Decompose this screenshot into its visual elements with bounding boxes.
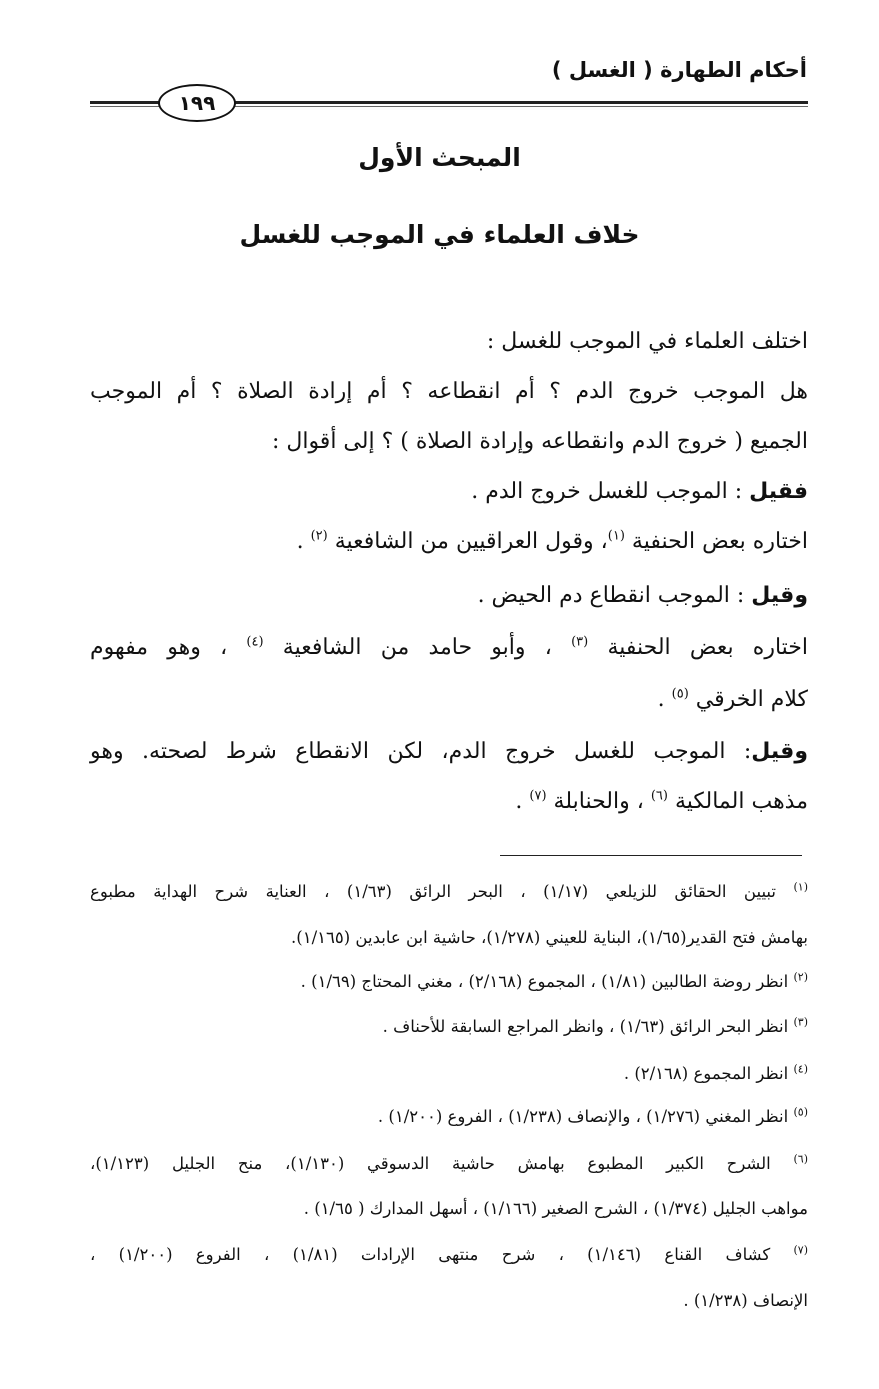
- footnote-ref-5[interactable]: (٥): [671, 686, 689, 702]
- opinion-2-src-b: ، وأبو حامد من الشافعية: [263, 635, 572, 660]
- opinion-1-sources: [90, 516, 808, 568]
- opinion-1-lead: فقيل: [749, 479, 808, 504]
- question-text-1: هل الموجب خروج الدم ؟ أم انقطاعه ؟ أم إرادة الصلاة ؟ أم الموجب: [90, 379, 808, 404]
- running-title: أحكام الطهارة ( الغسل ): [551, 58, 807, 82]
- opinion-2-src2-b: .: [657, 687, 672, 712]
- footnote-4-text: انظر المجموع (٢/١٦٨) .: [623, 1064, 789, 1083]
- footnote-ref-2[interactable]: (٢): [310, 528, 328, 544]
- footnote-1-line-1: [90, 872, 808, 912]
- footnote-1-text-2: بهامش فتح القدير(١/٦٥)، البناية للعيني (١/٢٧٨)، حاشية ابن عابدين (١/١٦٥).: [291, 928, 808, 947]
- opinion-3-l2-b: ، والحنابلة: [546, 789, 651, 814]
- question-line-1: [90, 366, 808, 418]
- footnote-6-text-1: الشرح الكبير المطبوع بهامش حاشية الدسوقي (١/١٣٠)، منح الجليل (١/١٢٣)،: [90, 1154, 771, 1173]
- footnote-2: [90, 962, 808, 1002]
- opinion-2: [90, 570, 808, 622]
- opinion-3-lead: وقيل: [751, 739, 808, 764]
- footnote-7-line-1: [90, 1235, 808, 1275]
- opinion-3-text: : الموجب للغسل خروج الدم، لكن الانقطاع شرط لصحته. وهو: [90, 739, 752, 764]
- footnote-ref-6[interactable]: (٦): [650, 788, 668, 804]
- footnote-ref-1[interactable]: (١): [607, 528, 625, 544]
- opinion-2-sources: [90, 622, 808, 674]
- footnote-5: [90, 1097, 808, 1137]
- footnote-5-text: انظر المغني (١/٢٧٦) ، والإنصاف (١/٢٣٨) ، الفروع (١/٢٠٠) .: [377, 1107, 789, 1126]
- opinion-1-src-b: ، وقول العراقيين من الشافعية: [327, 529, 608, 554]
- footnote-6-text-2: مواهب الجليل (١/٣٧٤) ، الشرح الصغير (١/١٦٦) ، أسهل المدارك ( ١/٦٥) .: [303, 1199, 808, 1218]
- footnote-3-mark: (٣): [793, 1015, 808, 1029]
- opinion-2-text: : الموجب انقطاع دم الحيض .: [477, 583, 752, 608]
- intro-text: اختلف العلماء في الموجب للغسل :: [486, 329, 808, 354]
- opinion-1-text: : الموجب للغسل خروج الدم .: [471, 479, 750, 504]
- footnote-4: [90, 1054, 808, 1094]
- section-heading: المبحث الأول: [358, 143, 521, 172]
- opinion-2-sources-cont: [90, 674, 808, 726]
- opinion-2-src-a: اختاره بعض الحنفية: [588, 635, 808, 660]
- opinion-3-l2-c: .: [515, 789, 530, 814]
- question-line-2: [90, 416, 808, 468]
- opinion-3: [90, 726, 808, 778]
- footnote-3-text: انظر البحر الرائق (١/٦٣) ، وانظر المراجع السابقة للأحناف .: [382, 1017, 789, 1036]
- footnote-4-mark: (٤): [793, 1062, 808, 1076]
- footnote-ref-3[interactable]: (٣): [571, 634, 589, 650]
- opinion-3-l2-a: مذهب المالكية: [667, 789, 808, 814]
- footnote-1-text-1: تبيين الحقائق للزيلعي (١/١٧) ، البحر الرائق (١/٦٣) ، العناية شرح الهداية مطبوع: [90, 882, 776, 901]
- opinion-2-src2-a: كلام الخرقي: [688, 687, 808, 712]
- footnote-5-mark: (٥): [793, 1105, 808, 1119]
- footnote-2-mark: (٢): [793, 970, 808, 984]
- intro-paragraph: [90, 316, 808, 368]
- opinion-2-src-c: ، وهو مفهوم: [90, 635, 247, 660]
- footnote-7-text-1: كشاف القناع (١/١٤٦) ، شرح منتهى الإرادات (١/٨١) ، الفروع (١/٢٠٠) ،: [90, 1245, 771, 1264]
- opinion-1-src-a: اختاره بعض الحنفية: [624, 529, 808, 554]
- footnote-ref-7[interactable]: (٧): [529, 788, 547, 804]
- footnote-6-mark: (٦): [793, 1152, 809, 1166]
- footnote-7-text-2: الإنصاف (١/٢٣٨) .: [683, 1291, 808, 1310]
- footnote-separator: [500, 855, 802, 856]
- footnote-3: [90, 1007, 808, 1047]
- opinion-2-lead: وقيل: [751, 583, 808, 608]
- opinion-1-src-c: .: [296, 529, 311, 554]
- opinion-1: [90, 466, 808, 518]
- question-text-2: الجميع ( خروج الدم وانقطاعه وإرادة الصلاة ) ؟ إلى أقوال :: [271, 429, 808, 454]
- footnote-1-mark: (١): [793, 880, 808, 894]
- footnote-ref-4[interactable]: (٤): [246, 634, 264, 650]
- page-number: ١٩٩: [158, 84, 236, 122]
- chapter-title: خلاف العلماء في الموجب للغسل: [239, 220, 640, 249]
- footnote-7-mark: (٧): [793, 1243, 808, 1257]
- opinion-3-cont: [90, 776, 808, 828]
- footnote-6-line-2: [90, 1189, 808, 1229]
- footnote-6-line-1: [90, 1144, 808, 1184]
- footnote-1-line-2: [90, 918, 808, 958]
- footnote-7-line-2: [90, 1281, 808, 1321]
- footnote-2-text: انظر روضة الطالبين (١/٨١) ، المجموع (٢/١٦٨) ، مغني المحتاج (١/٦٩) .: [300, 972, 789, 991]
